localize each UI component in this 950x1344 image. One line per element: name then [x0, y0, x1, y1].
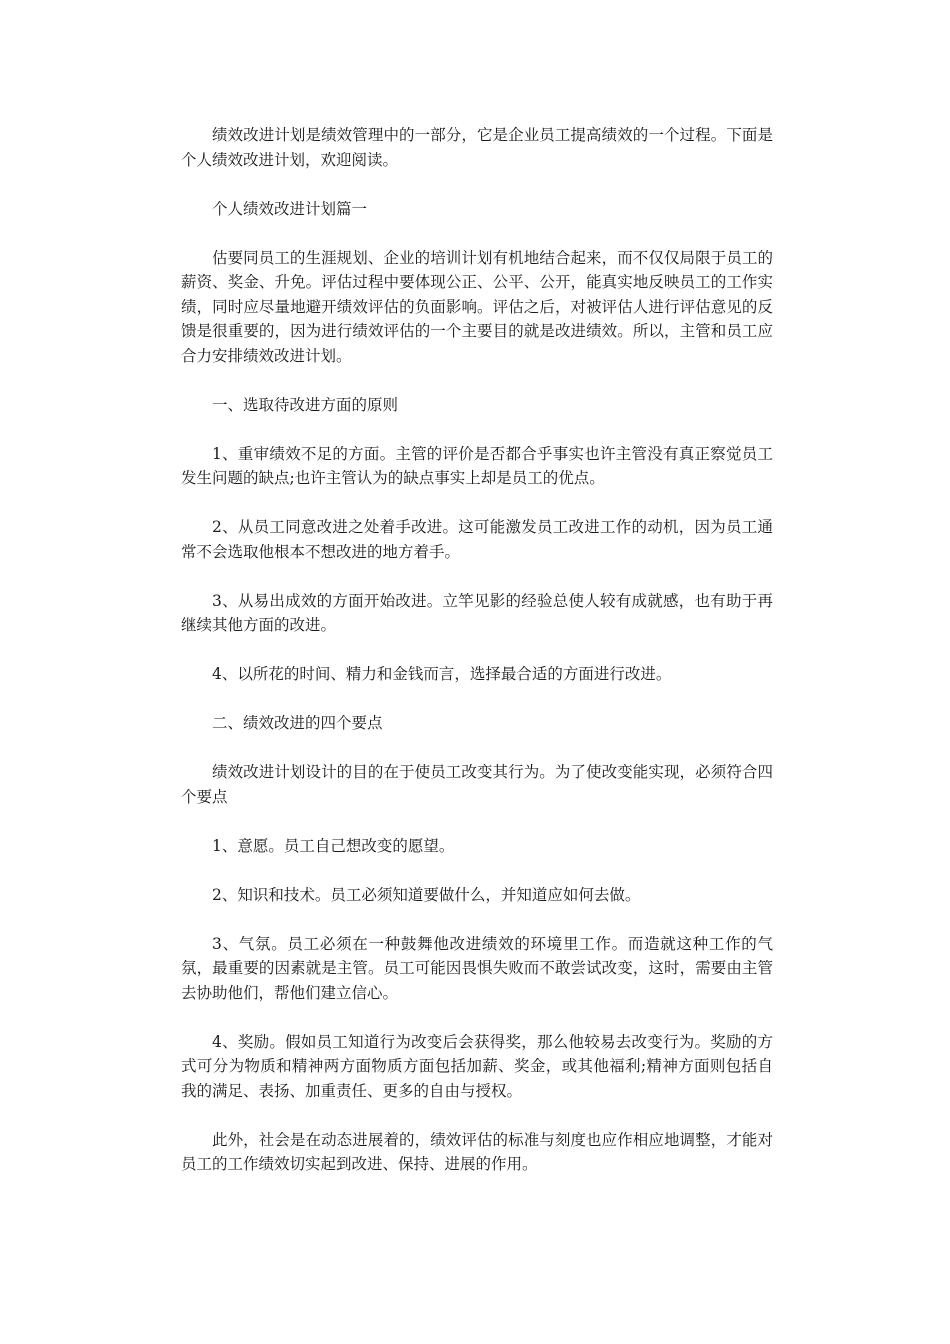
list-item: 1、重审绩效不足的方面。主管的评价是否都合乎事实也许主管没有真正察觉员工发生问题的缺点;也许主管认为的缺点事实上却是员工的优点。	[181, 444, 773, 487]
list-item: 2、从员工同意改进之处着手改进。这可能激发员工改进工作的动机，因为员工通常不会选取他根本不想改进的地方着手。	[181, 518, 773, 561]
section-title: 个人绩效改进计划篇一	[212, 199, 368, 218]
subsection-heading-1: 一、选取待改进方面的原则	[212, 395, 399, 414]
list-item: 3、气氛。员工必须在一种鼓舞他改进绩效的环境里工作。而造就这种工作的气氛，最重要的因素就是主管。员工可能因畏惧失败而不敢尝试改变，这时，需要由主管去协助他们，帮他们建立信心。	[181, 934, 773, 1002]
list-item: 1、意愿。员工自己想改变的愿望。	[212, 836, 455, 855]
closing-paragraph: 此外，社会是在动态进展着的，绩效评估的标准与刻度也应作相应地调整，才能对员工的工作绩效切实起到改进、保持、进展的作用。	[181, 1130, 773, 1173]
body-paragraph: 绩效改进计划设计的目的在于使员工改变其行为。为了使改变能实现，必须符合四个要点	[181, 763, 773, 806]
list-item: 4、以所花的时间、精力和金钱而言，选择最合适的方面进行改进。	[212, 665, 672, 683]
list-item: 3、从易出成效的方面开始改进。立竿见影的经验总使人较有成就感，也有助于再继续其他方面的改进。	[181, 591, 773, 634]
subsection-heading-2: 二、绩效改进的四个要点	[212, 714, 383, 732]
body-paragraph: 估要同员工的生涯规划、企业的培训计划有机地结合起来，而不仅仅局限于员工的薪资、奖金、升免。评估过程中要体现公正、公平、公开，能真实地反映员工的工作实绩，同时应尽量地避开绩效评估的负面影响。评估之后，对被评估人进行评估意见的反馈是很重要的，因为进行绩效评估的一个主要目的就是改进绩效。所以，主管和员工应合力安排绩效改进计划。	[181, 248, 773, 365]
list-item: 2、知识和技术。员工必须知道要做什么，并知道应如何去做。	[212, 885, 641, 904]
intro-paragraph: 绩效改进计划是绩效管理中的一部分，它是企业员工提高绩效的一个过程。下面是个人绩效改进计划，欢迎阅读。	[181, 126, 773, 169]
list-item: 4、奖励。假如员工知道行为改变后会获得奖，那么他较易去改变行为。奖励的方式可分为物质和精神两方面物质方面包括加薪、奖金，或其他福利;精神方面则包括自我的满足、表扬、加重责任、更多的自由与授权。	[181, 1032, 773, 1100]
document-body	[181, 123, 773, 1201]
